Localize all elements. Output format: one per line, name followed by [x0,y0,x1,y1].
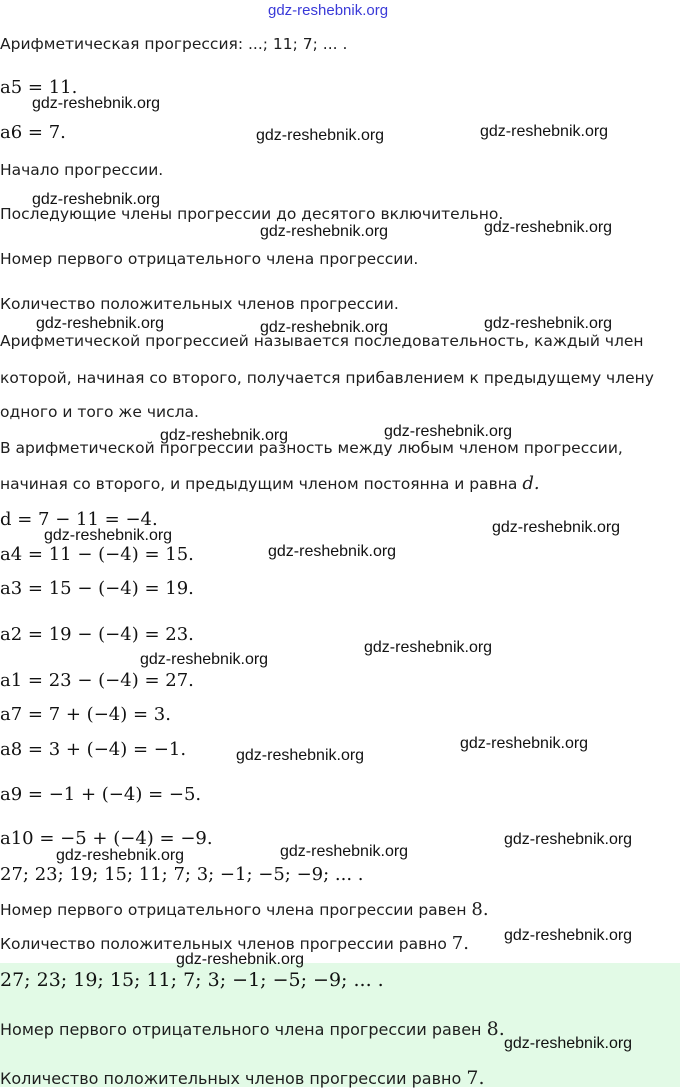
term-a8: a8 = 3 + (−4) = −1. [0,739,187,760]
term-a3: a3 = 15 − (−4) = 19. [0,578,194,599]
watermark: gdz-reshebnik.org [32,95,161,112]
watermark: gdz-reshebnik.org [504,831,633,848]
answer-positive-count [0,1068,485,1089]
watermark: gdz-reshebnik.org [480,123,609,140]
watermark: gdz-reshebnik.org [160,427,289,444]
answer-first-negative-text: Номер первого отрицательного члена прогрессии равен [0,1020,482,1039]
watermark: gdz-reshebnik.org [268,543,397,560]
task-start: Начало прогрессии. [0,161,164,179]
watermark: gdz-reshebnik.org [384,423,513,440]
difference-line-2 [0,474,540,494]
watermark: gdz-reshebnik.org [484,219,613,236]
definition-line-2: которой, начиная со второго, получается прибавлением к предыдущему члену [0,369,654,387]
watermark: gdz-reshebnik.org [236,747,365,764]
first-negative-value: 8. [471,899,489,920]
answer-sequence: 27; 23; 19; 15; 11; 7; 3; −1; −5; −9; ... . [0,969,384,991]
term-a7: a7 = 7 + (−4) = 3. [0,704,171,725]
watermark: gdz-reshebnik.org [484,315,613,332]
positive-count-text: Количество положительных членов прогрессии равно [0,935,447,953]
watermark: gdz-reshebnik.org [504,1035,633,1052]
sequence-result: 27; 23; 19; 15; 11; 7; 3; −1; −5; −9; ... . [0,864,364,885]
watermark: gdz-reshebnik.org [280,843,409,860]
answer-first-negative [0,1019,505,1040]
definition-line-1: Арифметической прогрессией называется последовательность, каждый член [0,332,644,350]
term-a2: a2 = 19 − (−4) = 23. [0,624,194,645]
term-a9: a9 = −1 + (−4) = −5. [0,784,202,805]
answer-positive-count-text: Количество положительных членов прогрессии равно [0,1069,462,1088]
difference-variable: d. [522,473,540,494]
term-a4: a4 = 11 − (−4) = 15. [0,544,194,565]
watermark: gdz-reshebnik.org [504,927,633,944]
watermark: gdz-reshebnik.org [32,191,161,208]
difference-text: начиная со второго, и предыдущим членом постоянна и равна [0,475,518,493]
difference-calc: d = 7 − 11 = −4. [0,509,158,530]
watermark: gdz-reshebnik.org [256,127,385,144]
watermark: gdz-reshebnik.org [140,651,269,668]
first-negative-text: Номер первого отрицательного члена прогрессии равен [0,901,467,919]
task-next-terms: Последующие члены прогрессии до десятого включительно. [0,205,504,223]
watermark: gdz-reshebnik.org [176,951,305,968]
watermark: gdz-reshebnik.org [44,527,173,544]
watermark: gdz-reshebnik.org [260,319,389,336]
watermark: gdz-reshebnik.org [364,639,493,656]
first-negative-result [0,900,489,920]
watermark: gdz-reshebnik.org [460,735,589,752]
header-watermark-link[interactable]: gdz-reshebnik.org [268,2,389,19]
watermark: gdz-reshebnik.org [492,519,621,536]
term-a10: a10 = −5 + (−4) = −9. [0,828,213,849]
given-a5: a5 = 11. [0,77,78,98]
problem-statement: Арифметическая прогрессия: ...; 11; 7; ... . [0,35,348,53]
task-positive-count: Количество положительных членов прогрессии. [0,295,399,313]
term-a1: a1 = 23 − (−4) = 27. [0,670,194,691]
given-a6: a6 = 7. [0,122,66,143]
watermark: gdz-reshebnik.org [56,847,185,864]
task-first-negative: Номер первого отрицательного члена прогрессии. [0,250,419,268]
answer-first-negative-value: 8. [486,1018,505,1040]
answer-positive-count-value: 7. [466,1067,485,1089]
watermark: gdz-reshebnik.org [36,315,165,332]
watermark: gdz-reshebnik.org [260,223,389,240]
difference-line-1: В арифметической прогрессии разность между любым членом прогрессии, [0,439,623,457]
positive-count-value: 7. [451,933,469,954]
definition-line-3: одного и того же числа. [0,403,199,421]
